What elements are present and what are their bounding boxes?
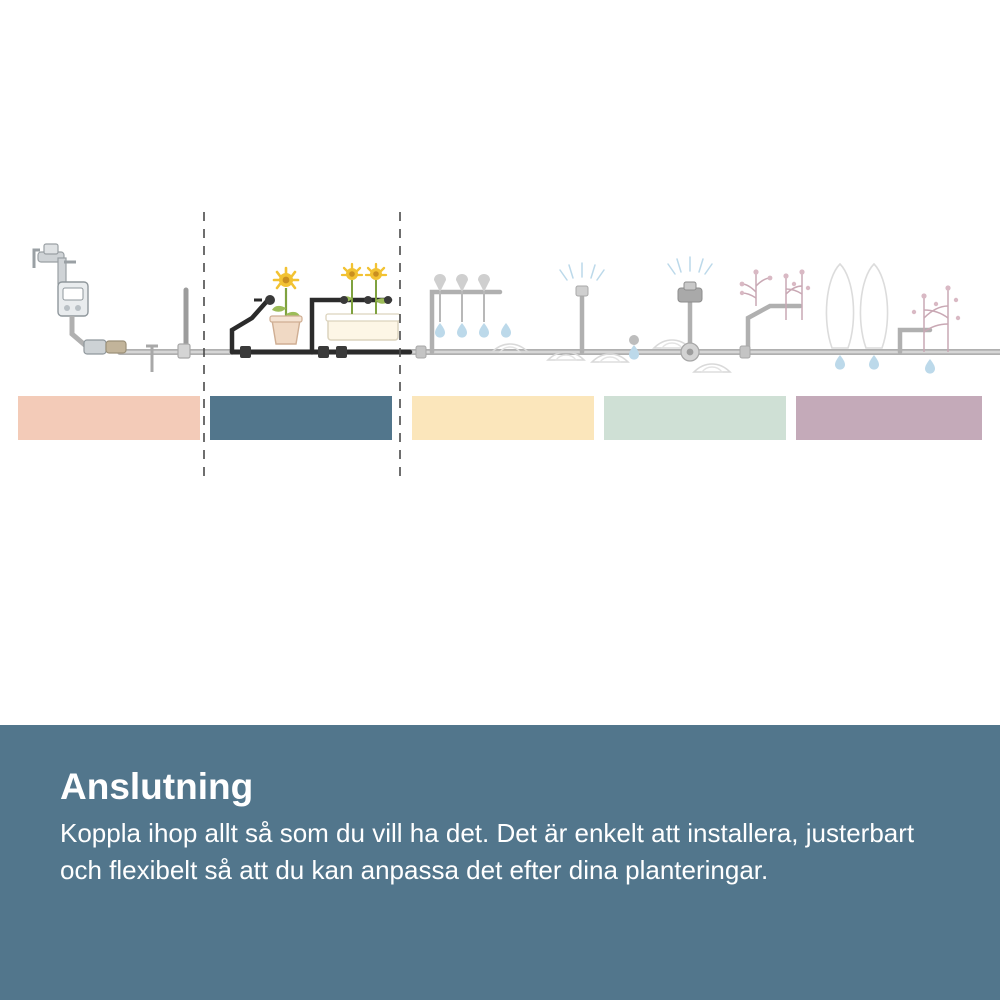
dripper-icon: [629, 335, 639, 360]
caption-panel: [0, 725, 1000, 1000]
micro-drip-group: [416, 274, 584, 360]
swatch-sprinklers: [604, 396, 786, 440]
connector-icon: [416, 346, 426, 358]
conifer-icon: [826, 264, 887, 348]
swatch-pots: [210, 396, 392, 440]
swatch-hedges: [796, 396, 982, 440]
connector-icon: [318, 346, 329, 358]
distributor-icon: [668, 257, 712, 302]
water-drop-icon: [457, 323, 467, 338]
connector-icon: [336, 346, 347, 358]
connector-icon: [178, 344, 190, 358]
ground-spray-icon: [592, 354, 628, 362]
caption-body: Koppla ihop allt så som du vill ha det. Det är enkelt att installera, justerbart och flexibelt så att du kan anpassa det efter dina planteringar.: [60, 818, 915, 885]
pressure-reducer-icon: [106, 341, 126, 353]
bush-icon: [783, 269, 810, 320]
swatch-water-source: [18, 396, 200, 440]
connector-icon: [240, 346, 251, 358]
shrub-icon: [740, 269, 773, 306]
segment-color-swatches: [18, 396, 982, 440]
connector-icon: [740, 346, 750, 358]
caption-title: Anslutning: [60, 766, 254, 807]
water-drop-icon: [435, 323, 445, 338]
main-pipe-network: [120, 288, 1000, 352]
sunflower-pot-icon: [270, 268, 302, 344]
bush-icon: [912, 285, 960, 352]
hedges-group: [740, 264, 961, 374]
ground-spray-icon: [694, 364, 730, 372]
filter-icon: [84, 340, 106, 354]
water-drop-icon: [479, 323, 489, 338]
pots-group: [240, 264, 400, 358]
valve-icon: [681, 343, 699, 361]
pop-up-sprinkler-icon: [560, 263, 604, 296]
swatch-micro-drip: [412, 396, 594, 440]
